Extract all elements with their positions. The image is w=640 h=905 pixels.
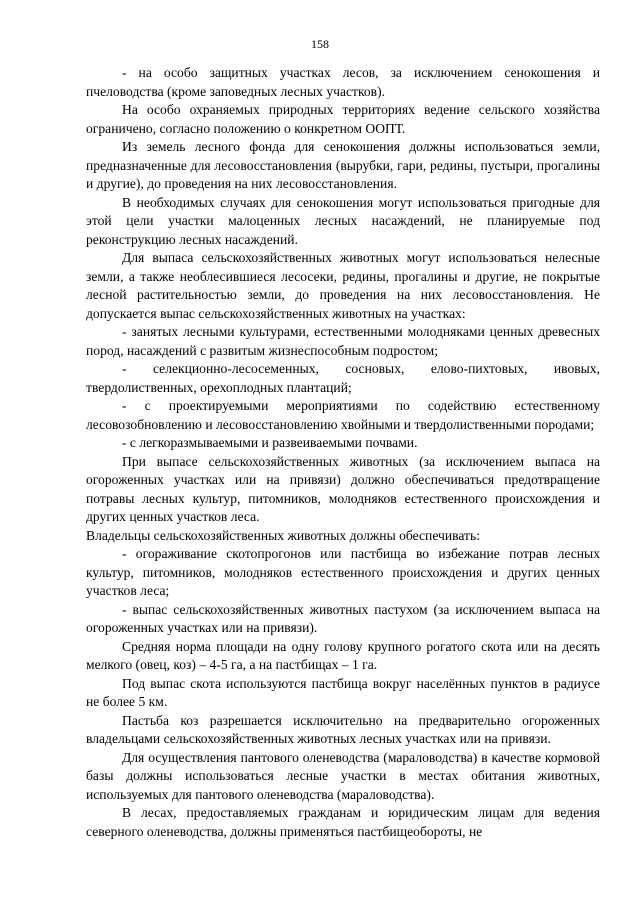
page-body xyxy=(86,64,600,841)
paragraph: Средняя норма площади на одну голову крупного рогатого скота или на десять мелкого (овец, коз) – 4-5 га, а на пастбищах – 1 га. xyxy=(86,638,600,672)
paragraph: - селекционно-лесосеменных, сосновых, елово-пихтовых, ивовых, твердолиственных, орехоплодных плантаций; xyxy=(86,361,600,395)
paragraph: В лесах, предоставляемых гражданам и юридическим лицам для ведения северного оленеводства, должны применяться пастбищеобороты, не xyxy=(86,805,600,839)
paragraph: Для выпаса сельскохозяйственных животных могут использоваться нелесные земли, а также необлесившиеся лесосеки, редины, прогалины и другие, не покрытые лесной растительностью земли, до проведения на них лесовосстановления. Не допускается выпас сельскохозяйственных животных на участках: xyxy=(86,250,600,321)
paragraph: - с легкоразмываемыми и развеиваемыми почвами. xyxy=(122,435,418,450)
paragraph: - на особо защитных участках лесов, за исключением сенокошения и пчеловодства (кроме заповедных лесных участков). xyxy=(86,65,600,99)
paragraph: На особо охраняемых природных территориях ведение сельского хозяйства ограничено, согласно положению о конкретном ООПТ. xyxy=(86,102,600,136)
paragraph: Из земель лесного фонда для сенокошения должны использоваться земли, предназначенные для лесовосстановления (вырубки, гари, редины, пустыри, прогалины и другие), до проведения на них лесовосстановления. xyxy=(86,139,600,191)
paragraph: При выпасе сельскохозяйственных животных (за исключением выпаса на огороженных участках или на привязи) должно обеспечиваться предотвращение потравы лесных культур, питомников, молодняков естественного происхождения и других ценных участков леса. xyxy=(86,453,600,524)
paragraph: В необходимых случаях для сенокошения могут использоваться пригодные для этой цели участки малоценных лесных насаждений, не планируемые под реконструкцию лесных насаждений. xyxy=(86,194,600,247)
page-number: 158 xyxy=(311,37,329,51)
paragraph: Пастьба коз разрешается исключительно на предварительно огороженных владельцами сельскохозяйственных животных лесных участках или на привязи. xyxy=(86,712,600,746)
paragraph: Для осуществления пантового оленеводства (мараловодства) в качестве кормовой базы должны использоваться лесные участки в местах обитания животных, используемых для пантового оленеводства (мараловодства). xyxy=(86,749,600,802)
paragraph: - занятых лесными культурами, естественными молодняками ценных древесных пород, насаждений с развитым жизнеспособным подростом; xyxy=(86,324,600,358)
paragraph: - огораживание скотопрогонов или пастбища во избежание потрав лесных культур, питомников, молодняков естественного происхождения и других ценных участков леса; xyxy=(86,546,600,598)
paragraph: - с проектируемыми мероприятиями по содействию естественному лесовозобновлению и лесовосстановлению хвойными и твердолиственными породами; xyxy=(86,398,600,432)
paragraph: - выпас сельскохозяйственных животных пастухом (за исключением выпаса на огороженных участках или на привязи). xyxy=(86,601,600,635)
paragraph: Владельцы сельскохозяйственных животных должны обеспечивать: xyxy=(86,527,480,543)
paragraph: Под выпас скота используются пастбища вокруг населённых пунктов в радиусе не более 5 км. xyxy=(86,675,600,709)
